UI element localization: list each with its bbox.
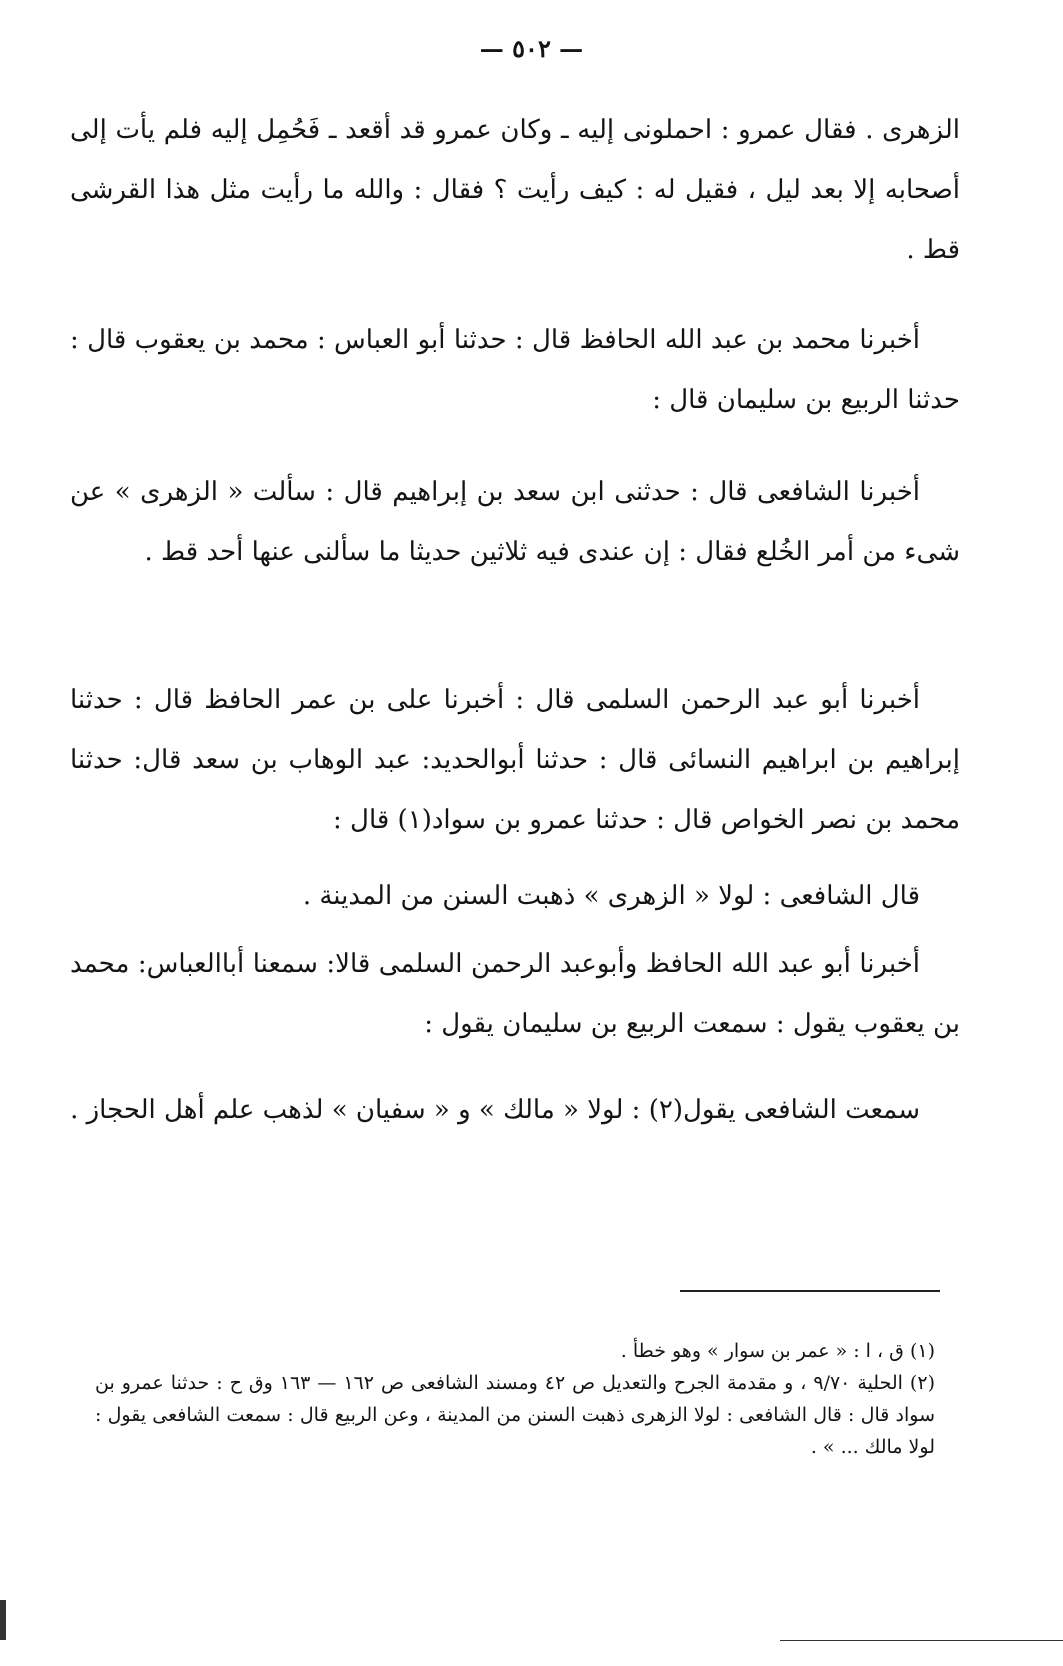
- footnote-1: (١) ق ، ا : « عمر بن سوار » وهو خطأ .: [620, 1340, 935, 1362]
- footnote-separator: [680, 1290, 940, 1292]
- footnote-2: (٢) الحلية ٩/٧٠ ، و مقدمة الجرح والتعديل ص ٤٢ ومسند الشافعى ص ١٦٢ — ١٦٣ وق ح : حدثنا عمرو بن سواد قال : قال الشافعى : لولا الزهرى ذهبت السنن من المدينة ، وعن الربيع قال : سمعت الشافعى يقول : لولا مالك ... » .: [95, 1372, 935, 1458]
- paragraph-6: أخبرنا أبو عبد الله الحافظ وأبوعبد الرحمن السلمى قالا: سمعنا أباالعباس: محمد بن يعقوب يقول : سمعت الربيع بن سليمان يقول :: [70, 949, 960, 1039]
- paragraph-7: سمعت الشافعى يقول(٢) : لولا « مالك » و « سفيان » لذهب علم أهل الحجاز .: [70, 1095, 920, 1125]
- paragraph-1: الزهرى . فقال عمرو : احملونى إليه ـ وكان عمرو قد أقعد ـ فَحُمِل إليه فلم يأت إلى أصحابه إلا بعد ليل ، فقيل له : كيف رأيت ؟ فقال : والله ما رأيت مثل هذا القرشى قط .: [70, 115, 960, 265]
- paragraph-5: قال الشافعى : لولا « الزهرى » ذهبت السنن من المدينة .: [302, 881, 920, 911]
- page-number: — ٥٠٢ —: [479, 34, 584, 63]
- paragraph-2: أخبرنا محمد بن عبد الله الحافظ قال : حدثنا أبو العباس : محمد بن يعقوب قال : حدثنا الربيع بن سليمان قال :: [70, 325, 960, 415]
- paragraph-3: أخبرنا الشافعى قال : حدثنى ابن سعد بن إبراهيم قال : سألت « الزهرى » عن شىء من أمر الخُلع فقال : إن عندى فيه ثلاثين حديثا ما سألنى عنها أحد قط .: [70, 477, 960, 567]
- scan-artifact: [0, 1600, 6, 1640]
- paragraph-4: أخبرنا أبو عبد الرحمن السلمى قال : أخبرنا على بن عمر الحافظ قال : حدثنا إبراهيم بن ابراهيم النسائى قال : حدثنا أبوالحديد: عبد الوهاب بن سعد قال: حدثنا محمد بن نصر الخواص قال : حدثنا عمرو بن سواد(١) قال :: [70, 685, 960, 835]
- bottom-edge-line: [780, 1640, 1063, 1641]
- footnotes: [95, 1335, 935, 1463]
